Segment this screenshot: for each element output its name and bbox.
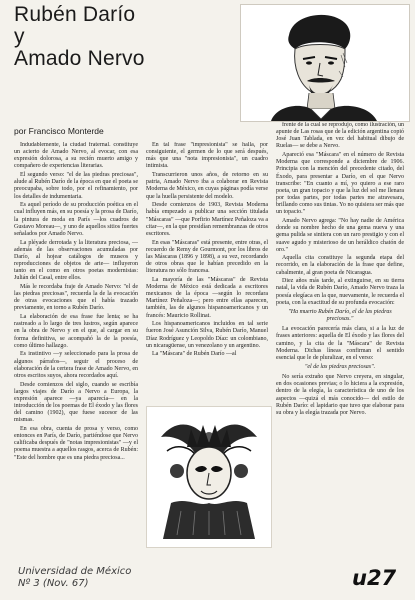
column-2-text xyxy=(146,142,268,402)
title-line-2: y xyxy=(14,25,25,48)
title-line-3: Amado Nervo xyxy=(14,47,145,70)
article-title xyxy=(14,4,145,70)
paragraph: La "Máscara" de Rubén Darío —al xyxy=(152,351,237,358)
publication-name: Universidad de México xyxy=(18,566,132,577)
paragraph: No sería extraño que Nervo creyera, en singular, en dos ocasiones previas; o lo hiciera a la expresión, dentro de la elegía, la característica de uno de los aspectos —quizá el más conocido— del estilo de Rubén Darío: el lapidario que tuvo que elaborar para su obra y la elegía trazada por Nervo. xyxy=(276,374,404,416)
emblem-illustration xyxy=(146,406,272,548)
article-author: por Francisco Monterde xyxy=(14,126,104,136)
paragraph: Transcurrieron unos años, de retorno en su patria, Amado Nervo iba a colaborar en Revista Moderna de México, en cuyas páginas podía verse que la huella persistente del modelo. xyxy=(146,172,268,200)
paragraph: En tal frase "impresionista" se halla, por consiguiente, el germen de lo que será después, más que una "nota impresionista", un cuadro intimista. xyxy=(146,142,268,170)
text-column-3 xyxy=(276,122,404,562)
quoted-verse: "el de las piedras preciosas". xyxy=(304,364,376,370)
paragraph: La elaboración de esa frase fue lenta; se ha rastreado a lo largo de tres lustros, según aparece en la obra de Nervo y en el que, al cargar en su forma definitiva, se acompañó la de la poesía, como último hallazgo. xyxy=(14,314,138,349)
publication-info xyxy=(18,566,131,590)
title-line-1: Rubén Darío xyxy=(14,3,136,26)
paragraph: Diez años más tarde, al extinguirse, en su tierra natal, la vida de Rubén Darío, Amado Nervo traza la poesía elegíaca en la que, nuevamente, le recuerda el poeta, con la exactitud de su profunda evocación: xyxy=(276,278,404,306)
paragraph: Es aquel período de su producción poética en el cual influyen más, en su poesía y la prosa de Darío, la pintura de moda en París —los cuadros de Gustavo Moreau—, y uno de aquellos sitios fuertes señalados por Amado Nervo. xyxy=(14,202,138,237)
paragraph: En esa obra, cuenta de prosa y verso, como entonces en París, de Darío, partiéndose que Nervo calificaba después de "notas impresionistas" —y el poema muestra a aquellos rasgos, acerca de Rubén: "Este del hombre que es una piedra preciosa... xyxy=(14,425,138,461)
paragraph: La mayoría de las "Máscaras" de Revista Moderna de México está dedicada a escritores mexicanos de la época —según lo recordara Martínez Peñaloza—; pero entre ellas aparecen, también, las de algunos hispanoamericanos y un francés: Mauricio Rollinat. xyxy=(146,276,268,319)
quoted-verse: "Ha muerto Rubén Darío, el de las piedras preciosas." xyxy=(288,308,392,323)
portrait-illustration xyxy=(240,4,410,122)
paragraph: Amado Nervo agrega: "No hay nadie de América donde su nombre hecho de una gema nueva y una gema pulida se sintiera con un raro prestigio y con el suave agudo y misterioso de un heráldico chatón de oro." xyxy=(276,218,404,253)
paragraph: Los hispanoamericanos incluidos en tal serie fueron José Asunción Silva, Rubén Darío, Manuel Díaz Rodríguez y Leopoldo Díaz: un colombiano, un nicaragüense, un venezolano y un argentino. xyxy=(146,321,268,349)
paragraph: Apareció esa "Máscara" en el número de Revista Moderna que corresponde a diciembre de 1906. Principia con la mención del precedente citado, del Éxodo, para presentar a Darío, en el que Nervo transcribe: "En cuanto a mí, yo quiero a ese raro poeta, un gran topacio y que la luz del sol me llenara por todas partes, por todas partes me atravesara, brillando como sus tintas. Yo no quisiera ser más que un topacio." xyxy=(276,152,404,216)
paragraph: frente de la cual se reprodujo, como ilustración, un apunte de Las rosas que de la edición argentina copió José Juan Tablada, en vez del habitual dibujo de Ruelas— se debe a Nervo. xyxy=(276,122,404,150)
paragraph: Es instintivo —y seleccionado para la prosa de algunos párrafos—, seguir el proceso de elaboración de la certera frase de Amado Nervo, en otros escritos suyos, ahora recordados aquí. xyxy=(14,351,138,379)
page-number: u27 xyxy=(352,566,397,590)
emblem-drawing xyxy=(147,407,271,547)
issue-number: Nº 3 (Nov. 67) xyxy=(18,578,89,589)
paragraph: Más le recordaba fraje de Amado Nervo: "el de las piedras preciosas", recuerda la de la evocación de otras evocaciones que el había trazado previamente, en torno a Rubén Darío. xyxy=(14,283,138,312)
paragraph: La pléyade derrotada y la literatura preciosa, —además de las observaciones acumuladas por Darío, al hojear catálogos de museos y reproducciones de objetos de arte— influyeron tanto en el como en otros poetas modernistas: Julián del Casal, entre ellos. xyxy=(14,239,138,282)
paragraph: Desde comienzos de 1903, Revista Moderna había empezado a publicar una sección titulada "Máscaras" —que Porfirio Martínez Peñaloza va a citar—, en la que presidían remembranzas de otros escritores. xyxy=(146,202,268,237)
paragraph: La evocación parecería más clara, si a la luz de frases anteriores: aquella de El éxodo y las flores del camino, y la cita de la "Máscara" de Revista Moderna. Dichas líneas confirman el sentido esencial que le de pluralizar, en el verso: xyxy=(276,326,404,361)
paragraph: En esas "Máscaras" está presente, entre otras, el recuerdo de Remy de Gourmont, por los libros de las Máscaras (1896 y 1898), a su vez, recordando de otros obras que le habían precedido en la literatura no sólo francesa. xyxy=(146,239,268,275)
paragraph: El segundo verso: "el de las piedras preciosas", alude al Rubén Darío de la época en que el poeta se preocupaba, sobre todo, por el refinamiento, por los detalles de indumentaria. xyxy=(14,172,138,200)
paragraph: Desde comienzos del siglo, cuando se escribía largos viajes de Darío a Nervo a Europa, la expresión aparece —ya aparecía— en la introducción de los poemas de El éxodo y las flores del camino (1902), que fuese sucesor de las mismas. xyxy=(14,381,138,424)
paragraph: Indudablemente, la ciudad fraternal. constituye un acierto de Amado Nervo, al evocar, con esa expresión dolorosa, a su recién muerto amigo y compañero de experiencias literarias. xyxy=(14,142,138,170)
text-column-1 xyxy=(14,142,138,562)
paragraph: Aquella cita constituye la segunda etapa del recorrido, en la elaboración de la frase que define, cabalmente, al gran poeta de Nicaragua. xyxy=(276,255,404,276)
portrait-drawing xyxy=(241,5,409,121)
